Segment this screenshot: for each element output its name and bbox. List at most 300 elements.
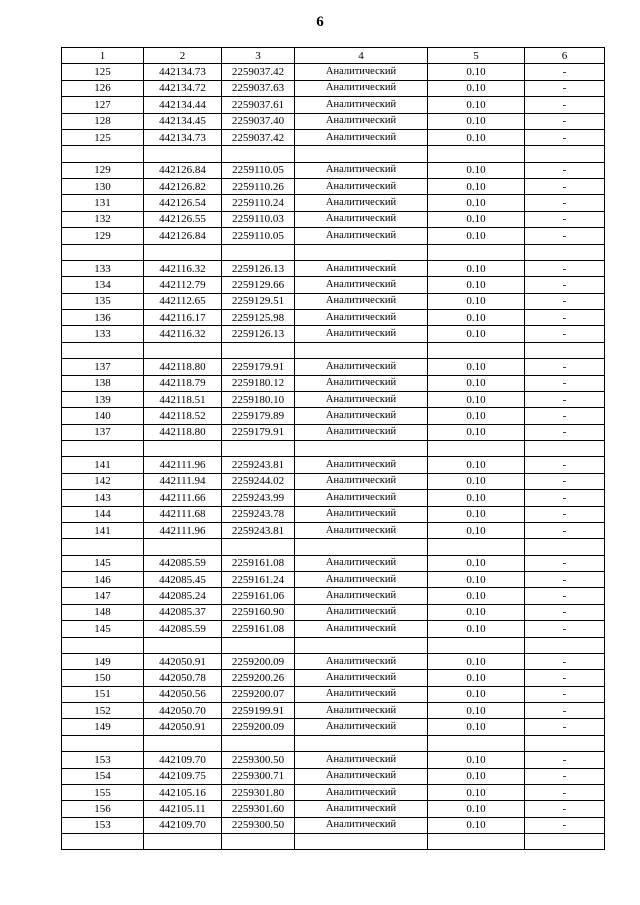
table-row: [62, 555, 605, 571]
y-coordinate-cell: 2259037.40: [222, 113, 295, 129]
method-cell: Аналитический: [295, 228, 428, 244]
x-coordinate-cell: 442126.84: [144, 228, 222, 244]
point-number-cell: 143: [62, 490, 144, 506]
empty-cell: [525, 834, 605, 850]
empty-cell: [295, 637, 428, 653]
x-coordinate-cell: 442126.84: [144, 162, 222, 178]
accuracy-cell: 0.10: [428, 260, 525, 276]
accuracy-cell: 0.10: [428, 129, 525, 145]
empty-cell: [295, 735, 428, 751]
empty-cell: [525, 441, 605, 457]
note-cell: -: [525, 457, 605, 473]
table-row: [62, 228, 605, 244]
y-coordinate-cell: 2259037.42: [222, 64, 295, 80]
empty-cell: [525, 244, 605, 260]
accuracy-cell: 0.10: [428, 424, 525, 440]
y-coordinate-cell: 2259160.90: [222, 604, 295, 620]
accuracy-cell: 0.10: [428, 97, 525, 113]
x-coordinate-cell: 442112.79: [144, 277, 222, 293]
y-coordinate-cell: 2259200.09: [222, 653, 295, 669]
y-coordinate-cell: 2259200.07: [222, 686, 295, 702]
table-row: [62, 817, 605, 833]
point-number-cell: 129: [62, 162, 144, 178]
x-coordinate-cell: 442134.45: [144, 113, 222, 129]
accuracy-cell: 0.10: [428, 80, 525, 96]
y-coordinate-cell: 2259037.63: [222, 80, 295, 96]
accuracy-cell: 0.10: [428, 473, 525, 489]
method-cell: Аналитический: [295, 195, 428, 211]
empty-cell: [62, 834, 144, 850]
method-cell: Аналитический: [295, 506, 428, 522]
table-row: [62, 522, 605, 538]
accuracy-cell: 0.10: [428, 457, 525, 473]
empty-cell: [295, 834, 428, 850]
note-cell: -: [525, 670, 605, 686]
empty-cell: [525, 637, 605, 653]
point-number-cell: 125: [62, 64, 144, 80]
accuracy-cell: 0.10: [428, 211, 525, 227]
note-cell: -: [525, 784, 605, 800]
accuracy-cell: 0.10: [428, 310, 525, 326]
point-number-cell: 131: [62, 195, 144, 211]
header-row: [62, 48, 605, 64]
note-cell: -: [525, 326, 605, 342]
table-row: [62, 572, 605, 588]
note-cell: -: [525, 555, 605, 571]
point-number-cell: 142: [62, 473, 144, 489]
note-cell: -: [525, 179, 605, 195]
accuracy-cell: 0.10: [428, 293, 525, 309]
empty-cell: [144, 539, 222, 555]
point-number-cell: 147: [62, 588, 144, 604]
empty-cell: [222, 637, 295, 653]
empty-cell: [62, 637, 144, 653]
table-row: [62, 604, 605, 620]
point-number-cell: 144: [62, 506, 144, 522]
method-cell: Аналитический: [295, 490, 428, 506]
method-cell: Аналитический: [295, 293, 428, 309]
table-row: [62, 408, 605, 424]
accuracy-cell: 0.10: [428, 64, 525, 80]
x-coordinate-cell: 442050.56: [144, 686, 222, 702]
y-coordinate-cell: 2259200.09: [222, 719, 295, 735]
table-row: [62, 801, 605, 817]
note-cell: -: [525, 359, 605, 375]
table-row: [62, 670, 605, 686]
accuracy-cell: 0.10: [428, 686, 525, 702]
table-row: [62, 621, 605, 637]
point-number-cell: 149: [62, 653, 144, 669]
table-row: [62, 375, 605, 391]
y-coordinate-cell: 2259161.08: [222, 555, 295, 571]
table-row: [62, 686, 605, 702]
point-number-cell: 150: [62, 670, 144, 686]
y-coordinate-cell: 2259199.91: [222, 703, 295, 719]
method-cell: Аналитический: [295, 457, 428, 473]
point-number-cell: 152: [62, 703, 144, 719]
x-coordinate-cell: 442109.70: [144, 752, 222, 768]
point-number-cell: 154: [62, 768, 144, 784]
note-cell: -: [525, 64, 605, 80]
point-number-cell: 139: [62, 391, 144, 407]
x-coordinate-cell: 442118.52: [144, 408, 222, 424]
y-coordinate-cell: 2259110.24: [222, 195, 295, 211]
x-coordinate-cell: 442050.91: [144, 653, 222, 669]
x-coordinate-cell: 442112.65: [144, 293, 222, 309]
note-cell: -: [525, 424, 605, 440]
note-cell: -: [525, 490, 605, 506]
accuracy-cell: 0.10: [428, 162, 525, 178]
note-cell: -: [525, 604, 605, 620]
note-cell: -: [525, 752, 605, 768]
method-cell: Аналитический: [295, 64, 428, 80]
empty-cell: [62, 342, 144, 358]
note-cell: -: [525, 588, 605, 604]
empty-cell: [295, 342, 428, 358]
table-row: [62, 719, 605, 735]
note-cell: -: [525, 162, 605, 178]
y-coordinate-cell: 2259180.10: [222, 391, 295, 407]
empty-cell: [295, 244, 428, 260]
method-cell: Аналитический: [295, 277, 428, 293]
accuracy-cell: 0.10: [428, 359, 525, 375]
method-cell: Аналитический: [295, 801, 428, 817]
y-coordinate-cell: 2259300.71: [222, 768, 295, 784]
point-number-cell: 136: [62, 310, 144, 326]
method-cell: Аналитический: [295, 375, 428, 391]
method-cell: Аналитический: [295, 391, 428, 407]
empty-cell: [62, 539, 144, 555]
separator-row: [62, 146, 605, 162]
accuracy-cell: 0.10: [428, 719, 525, 735]
accuracy-cell: 0.10: [428, 506, 525, 522]
empty-cell: [295, 441, 428, 457]
x-coordinate-cell: 442085.45: [144, 572, 222, 588]
point-number-cell: 140: [62, 408, 144, 424]
method-cell: Аналитический: [295, 424, 428, 440]
empty-cell: [428, 539, 525, 555]
x-coordinate-cell: 442134.44: [144, 97, 222, 113]
method-cell: Аналитический: [295, 686, 428, 702]
point-number-cell: 156: [62, 801, 144, 817]
x-coordinate-cell: 442105.11: [144, 801, 222, 817]
x-coordinate-cell: 442118.80: [144, 359, 222, 375]
x-coordinate-cell: 442111.96: [144, 457, 222, 473]
table-row: [62, 768, 605, 784]
table-row: [62, 703, 605, 719]
method-cell: Аналитический: [295, 768, 428, 784]
method-cell: Аналитический: [295, 179, 428, 195]
x-coordinate-cell: 442109.75: [144, 768, 222, 784]
empty-cell: [222, 735, 295, 751]
point-number-cell: 128: [62, 113, 144, 129]
accuracy-cell: 0.10: [428, 572, 525, 588]
y-coordinate-cell: 2259179.91: [222, 359, 295, 375]
y-coordinate-cell: 2259161.06: [222, 588, 295, 604]
note-cell: -: [525, 653, 605, 669]
note-cell: -: [525, 719, 605, 735]
accuracy-cell: 0.10: [428, 408, 525, 424]
method-cell: Аналитический: [295, 621, 428, 637]
empty-cell: [428, 735, 525, 751]
point-number-cell: 133: [62, 260, 144, 276]
method-cell: Аналитический: [295, 129, 428, 145]
point-number-cell: 127: [62, 97, 144, 113]
x-coordinate-cell: 442116.17: [144, 310, 222, 326]
table-row: [62, 588, 605, 604]
accuracy-cell: 0.10: [428, 768, 525, 784]
separator-row: [62, 244, 605, 260]
note-cell: -: [525, 277, 605, 293]
x-coordinate-cell: 442111.96: [144, 522, 222, 538]
accuracy-cell: 0.10: [428, 375, 525, 391]
accuracy-cell: 0.10: [428, 801, 525, 817]
accuracy-cell: 0.10: [428, 752, 525, 768]
note-cell: -: [525, 293, 605, 309]
table-row: [62, 784, 605, 800]
note-cell: -: [525, 113, 605, 129]
table-row: [62, 293, 605, 309]
method-cell: Аналитический: [295, 555, 428, 571]
empty-cell: [428, 637, 525, 653]
y-coordinate-cell: 2259126.13: [222, 326, 295, 342]
method-cell: Аналитический: [295, 326, 428, 342]
x-coordinate-cell: 442126.82: [144, 179, 222, 195]
point-number-cell: 141: [62, 457, 144, 473]
y-coordinate-cell: 2259244.02: [222, 473, 295, 489]
accuracy-cell: 0.10: [428, 817, 525, 833]
point-number-cell: 126: [62, 80, 144, 96]
method-cell: Аналитический: [295, 752, 428, 768]
x-coordinate-cell: 442085.24: [144, 588, 222, 604]
x-coordinate-cell: 442085.37: [144, 604, 222, 620]
accuracy-cell: 0.10: [428, 490, 525, 506]
note-cell: -: [525, 768, 605, 784]
point-number-cell: 133: [62, 326, 144, 342]
y-coordinate-cell: 2259243.81: [222, 522, 295, 538]
note-cell: -: [525, 195, 605, 211]
method-cell: Аналитический: [295, 473, 428, 489]
accuracy-cell: 0.10: [428, 703, 525, 719]
note-cell: -: [525, 310, 605, 326]
x-coordinate-cell: 442134.73: [144, 129, 222, 145]
y-coordinate-cell: 2259301.80: [222, 784, 295, 800]
empty-cell: [222, 441, 295, 457]
accuracy-cell: 0.10: [428, 670, 525, 686]
accuracy-cell: 0.10: [428, 391, 525, 407]
table-row: [62, 653, 605, 669]
point-number-cell: 151: [62, 686, 144, 702]
note-cell: -: [525, 129, 605, 145]
point-number-cell: 137: [62, 424, 144, 440]
separator-row: [62, 735, 605, 751]
page-number: 6: [316, 14, 324, 30]
table-row: [62, 64, 605, 80]
method-cell: Аналитический: [295, 113, 428, 129]
empty-cell: [144, 735, 222, 751]
note-cell: -: [525, 375, 605, 391]
y-coordinate-cell: 2259179.89: [222, 408, 295, 424]
note-cell: -: [525, 391, 605, 407]
empty-cell: [428, 342, 525, 358]
table-row: [62, 211, 605, 227]
method-cell: Аналитический: [295, 719, 428, 735]
empty-cell: [428, 146, 525, 162]
x-coordinate-cell: 442118.80: [144, 424, 222, 440]
empty-cell: [144, 834, 222, 850]
note-cell: -: [525, 97, 605, 113]
accuracy-cell: 0.10: [428, 277, 525, 293]
point-number-cell: 135: [62, 293, 144, 309]
table-row: [62, 391, 605, 407]
point-number-cell: 145: [62, 621, 144, 637]
table-row: [62, 490, 605, 506]
empty-cell: [144, 637, 222, 653]
empty-cell: [295, 146, 428, 162]
method-cell: Аналитический: [295, 588, 428, 604]
table-row: [62, 260, 605, 276]
y-coordinate-cell: 2259037.61: [222, 97, 295, 113]
y-coordinate-cell: 2259179.91: [222, 424, 295, 440]
point-number-cell: 148: [62, 604, 144, 620]
accuracy-cell: 0.10: [428, 621, 525, 637]
y-coordinate-cell: 2259037.42: [222, 129, 295, 145]
accuracy-cell: 0.10: [428, 195, 525, 211]
x-coordinate-cell: 442050.78: [144, 670, 222, 686]
table-row: [62, 752, 605, 768]
point-number-cell: 134: [62, 277, 144, 293]
empty-cell: [428, 834, 525, 850]
table-row: [62, 473, 605, 489]
header-cell: 3: [222, 48, 295, 64]
accuracy-cell: 0.10: [428, 784, 525, 800]
empty-cell: [525, 539, 605, 555]
separator-row: [62, 342, 605, 358]
y-coordinate-cell: 2259110.03: [222, 211, 295, 227]
point-number-cell: 129: [62, 228, 144, 244]
empty-cell: [62, 146, 144, 162]
empty-cell: [222, 342, 295, 358]
note-cell: -: [525, 80, 605, 96]
x-coordinate-cell: 442105.16: [144, 784, 222, 800]
y-coordinate-cell: 2259200.26: [222, 670, 295, 686]
accuracy-cell: 0.10: [428, 179, 525, 195]
method-cell: Аналитический: [295, 670, 428, 686]
table-row: [62, 277, 605, 293]
empty-cell: [144, 441, 222, 457]
y-coordinate-cell: 2259129.66: [222, 277, 295, 293]
point-number-cell: 153: [62, 752, 144, 768]
method-cell: Аналитический: [295, 310, 428, 326]
table-row: [62, 113, 605, 129]
method-cell: Аналитический: [295, 80, 428, 96]
method-cell: Аналитический: [295, 408, 428, 424]
method-cell: Аналитический: [295, 260, 428, 276]
empty-cell: [525, 342, 605, 358]
header-cell: 6: [525, 48, 605, 64]
accuracy-cell: 0.10: [428, 113, 525, 129]
y-coordinate-cell: 2259110.26: [222, 179, 295, 195]
accuracy-cell: 0.10: [428, 228, 525, 244]
x-coordinate-cell: 442111.94: [144, 473, 222, 489]
method-cell: Аналитический: [295, 211, 428, 227]
separator-row: [62, 539, 605, 555]
separator-row: [62, 834, 605, 850]
y-coordinate-cell: 2259301.60: [222, 801, 295, 817]
note-cell: -: [525, 703, 605, 719]
note-cell: -: [525, 817, 605, 833]
accuracy-cell: 0.10: [428, 653, 525, 669]
header-cell: 4: [295, 48, 428, 64]
empty-cell: [525, 735, 605, 751]
y-coordinate-cell: 2259125.98: [222, 310, 295, 326]
point-number-cell: 146: [62, 572, 144, 588]
method-cell: Аналитический: [295, 572, 428, 588]
table-row: [62, 162, 605, 178]
point-number-cell: 130: [62, 179, 144, 195]
x-coordinate-cell: 442111.68: [144, 506, 222, 522]
y-coordinate-cell: 2259161.24: [222, 572, 295, 588]
note-cell: -: [525, 473, 605, 489]
header-cell: 5: [428, 48, 525, 64]
method-cell: Аналитический: [295, 97, 428, 113]
y-coordinate-cell: 2259110.05: [222, 228, 295, 244]
point-number-cell: 132: [62, 211, 144, 227]
x-coordinate-cell: 442085.59: [144, 621, 222, 637]
table-row: [62, 359, 605, 375]
method-cell: Аналитический: [295, 653, 428, 669]
empty-cell: [144, 244, 222, 260]
accuracy-cell: 0.10: [428, 522, 525, 538]
method-cell: Аналитический: [295, 604, 428, 620]
empty-cell: [62, 441, 144, 457]
point-number-cell: 137: [62, 359, 144, 375]
empty-cell: [222, 146, 295, 162]
x-coordinate-cell: 442134.73: [144, 64, 222, 80]
x-coordinate-cell: 442116.32: [144, 260, 222, 276]
point-number-cell: 138: [62, 375, 144, 391]
point-number-cell: 141: [62, 522, 144, 538]
empty-cell: [144, 146, 222, 162]
coordinates-table-body: [62, 48, 605, 850]
note-cell: -: [525, 522, 605, 538]
empty-cell: [62, 735, 144, 751]
empty-cell: [525, 146, 605, 162]
coordinates-table: [61, 47, 605, 850]
y-coordinate-cell: 2259243.78: [222, 506, 295, 522]
method-cell: Аналитический: [295, 162, 428, 178]
point-number-cell: 145: [62, 555, 144, 571]
empty-cell: [222, 834, 295, 850]
x-coordinate-cell: 442109.70: [144, 817, 222, 833]
table-row: [62, 457, 605, 473]
table-row: [62, 129, 605, 145]
note-cell: -: [525, 506, 605, 522]
table-row: [62, 310, 605, 326]
empty-cell: [222, 539, 295, 555]
empty-cell: [428, 441, 525, 457]
accuracy-cell: 0.10: [428, 588, 525, 604]
note-cell: -: [525, 801, 605, 817]
x-coordinate-cell: 442111.66: [144, 490, 222, 506]
y-coordinate-cell: 2259243.99: [222, 490, 295, 506]
y-coordinate-cell: 2259126.13: [222, 260, 295, 276]
table-row: [62, 97, 605, 113]
note-cell: -: [525, 686, 605, 702]
x-coordinate-cell: 442126.55: [144, 211, 222, 227]
table-row: [62, 326, 605, 342]
note-cell: -: [525, 211, 605, 227]
